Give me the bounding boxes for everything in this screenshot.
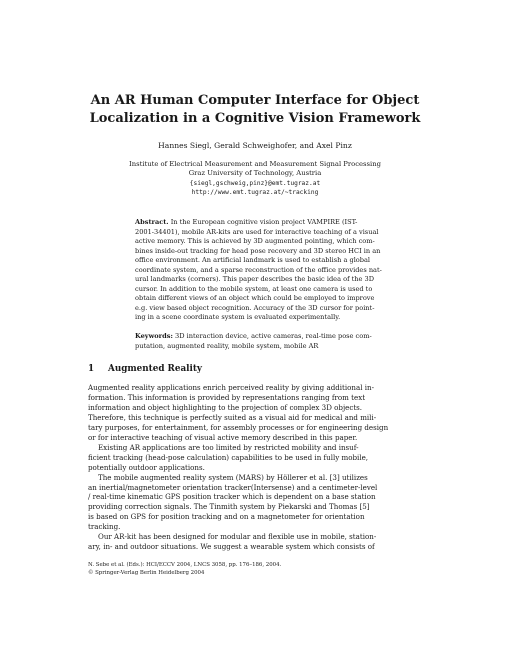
body-line: an inertial/magnetometer orientation tracker(Intersense) and a centimeter-level xyxy=(88,482,378,492)
abstract-line xyxy=(135,218,375,228)
copyright-line: © Springer-Verlag Berlin Heidelberg 2004 xyxy=(88,569,205,576)
abstract-line: obtain different views of an object which could be employed to improve xyxy=(135,294,375,303)
body-line: tary purposes, for entertainment, for assembly processes or for engineering design xyxy=(88,422,389,432)
abstract-line: e.g. view based object recognition. Accuracy of the 3D cursor for point- xyxy=(135,303,375,312)
body-line: Therefore, this technique is perfectly suited as a visual aid for medical and mili- xyxy=(88,412,377,422)
body-line: is based on GPS for position tracking and on a magnetometer for orientation xyxy=(88,512,365,522)
citation-line: N. Sebe et al. (Eds.): HCI/ECCV 2004, LNCS 3058, pp. 176–186, 2004. xyxy=(88,562,282,568)
body-line: ary, in- and outdoor situations. We suggest a wearable system which consists of xyxy=(88,542,375,552)
body-line: / real-time kinematic GPS position tracker which is dependent on a base station xyxy=(88,492,376,502)
keywords-line: putation, augmented reality, mobile system, mobile AR xyxy=(135,341,319,350)
abstract-line: bines inside-out tracking for head pose recovery and 3D stereo HCI in an xyxy=(135,246,381,255)
body-text xyxy=(88,383,423,552)
paragraph xyxy=(88,383,423,443)
body-line: The mobile augmented reality system (MARS) by Höllerer et al. [3] utilizes xyxy=(98,472,368,482)
body-line: ficient tracking (head-pose calculation) capabilities to be used in fully mobile, xyxy=(88,452,369,462)
section-heading xyxy=(88,364,202,374)
title-line: An AR Human Computer Interface for Object xyxy=(90,93,420,108)
paragraph xyxy=(88,473,423,533)
body-line: information and object highlighting to the projection of complex 3D objects. xyxy=(88,402,363,412)
body-line: formation. This information is provided by representations ranging from text xyxy=(88,392,366,402)
body-line: Existing AR applications are too limited by restricted mobility and insuf- xyxy=(98,442,359,452)
body-line: potentially outdoor applications. xyxy=(88,462,205,472)
keywords-line xyxy=(135,332,375,342)
affiliation-url[interactable]: http://www.emt.tugraz.at/~tracking xyxy=(191,189,319,197)
affiliation-institute: Institute of Electrical Measurement and Measurement Signal Processing xyxy=(129,160,381,168)
section-number: 1 xyxy=(88,364,95,374)
abstract-heading: Abstract. xyxy=(135,218,169,226)
body-line: providing correction signals. The Tinmith system by Piekarski and Thomas [5] xyxy=(88,502,370,512)
abstract-line: ing in a scene coordinate system is evaluated experimentally. xyxy=(135,313,341,322)
abstract-line: ural landmarks (corners). This paper describes the basic idea of the 3D xyxy=(135,275,374,284)
abstract-line: cursor. In addition to the mobile system, at least one camera is used to xyxy=(135,284,373,293)
abstract-line: coordinate system, and a sparse reconstruction of the office provides nat- xyxy=(135,265,382,274)
abstract xyxy=(135,218,382,323)
keywords xyxy=(135,332,375,351)
keywords-line-text: 3D interaction device, active cameras, real-time pose com- xyxy=(172,332,372,340)
title-line: Localization in a Cognitive Vision Framework xyxy=(89,111,421,126)
body-line: or for interactive teaching of visual active memory described in this paper. xyxy=(88,432,358,442)
abstract-line: 2001-34401), mobile AR-kits are used for interactive teaching of a visual xyxy=(135,227,379,236)
affiliation-block xyxy=(60,160,450,198)
affiliation-email: {siegl,gschweig,pinz}@emt.tugraz.at xyxy=(189,179,321,187)
abstract-line: active memory. This is achieved by 3D augmented pointing, which com- xyxy=(135,237,375,246)
body-line: tracking. xyxy=(88,522,121,532)
body-line: Our AR-kit has been designed for modular and flexible use in mobile, station- xyxy=(98,532,377,542)
section-title: Augmented Reality xyxy=(108,364,203,374)
keywords-heading: Keywords: xyxy=(135,332,173,340)
paragraph xyxy=(88,532,423,552)
abstract-line: office environment. An artificial landmark is used to establish a global xyxy=(135,256,371,265)
abstract-line-text: In the European cognitive vision project VAMPIRE (IST- xyxy=(168,218,358,226)
paper-title xyxy=(60,92,450,128)
affiliation-university: Graz University of Technology, Austria xyxy=(188,169,322,178)
paragraph xyxy=(88,443,423,473)
body-line: Augmented reality applications enrich perceived reality by giving additional in- xyxy=(88,383,374,392)
author-list: Hannes Siegl, Gerald Schweighofer, and Axel Pinz xyxy=(158,141,352,150)
citation-footer xyxy=(88,562,423,577)
